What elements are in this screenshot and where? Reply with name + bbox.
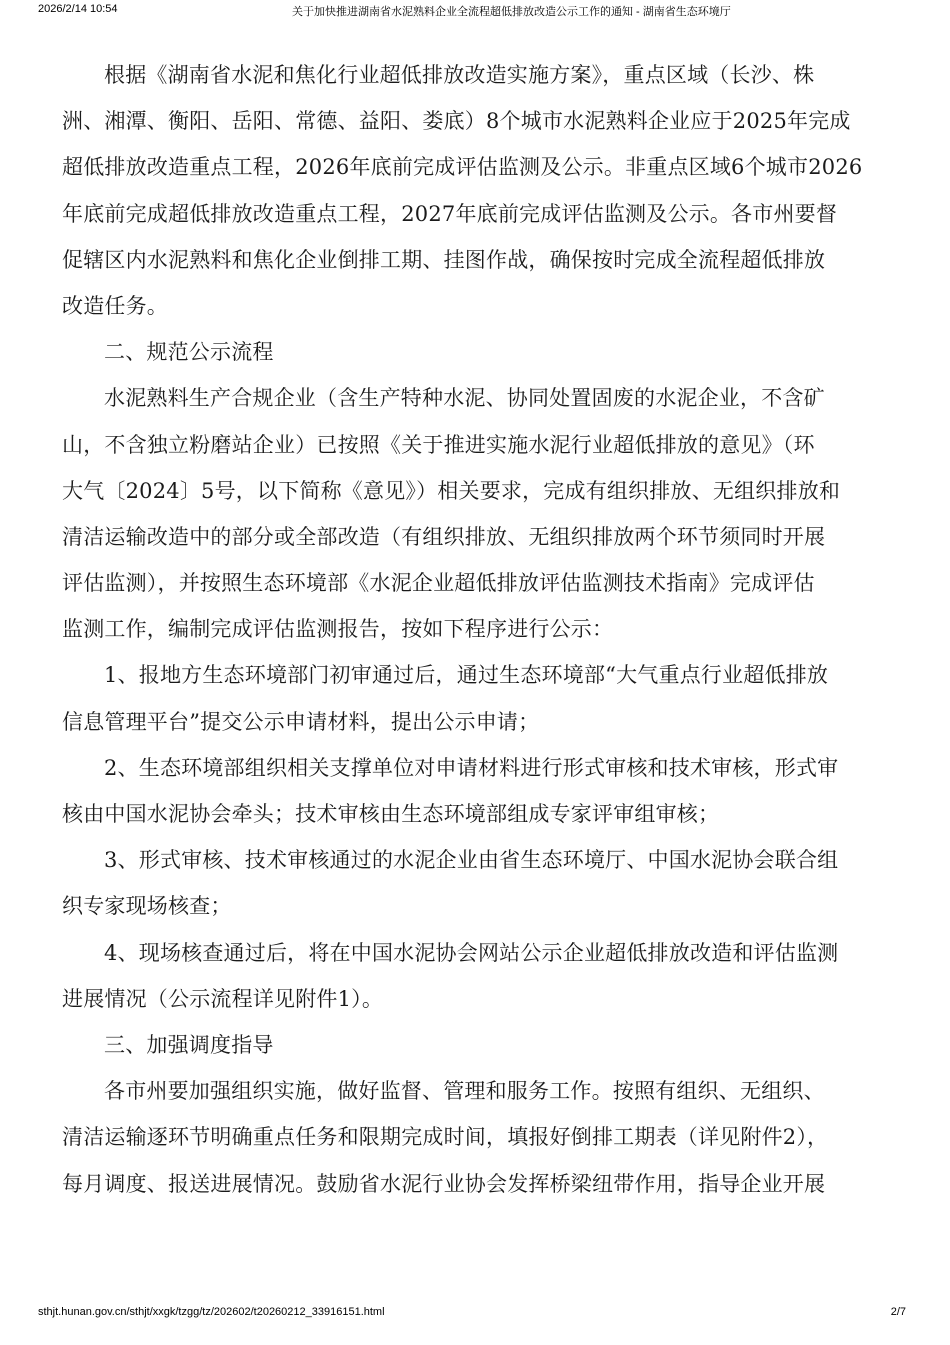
page-url: sthjt.hunan.gov.cn/sthjt/xxgk/tzgg/tz/202602/t20260212_33916151.html <box>38 1306 385 1318</box>
paragraph-line: 促辖区内水泥熟料和焦化企业倒排工期、挂图作战，确保按时完成全流程超低排放 <box>62 247 826 272</box>
paragraph-line: 清洁运输改造中的部分或全部改造（有组织排放、无组织排放两个环节须同时开展 <box>62 524 826 549</box>
list-item-line: 进展情况（公示流程详见附件1）。 <box>62 986 384 1011</box>
paragraph-line: 年底前完成超低排放改造重点工程，2027年底前完成评估监测及公示。各市州要督 <box>62 201 838 226</box>
paragraph-line: 改造任务。 <box>62 293 168 318</box>
list-item-line: 2、生态环境部组织相关支撑单位对申请材料进行形式审核和技术审核，形式审 <box>104 755 839 780</box>
print-page-title: 关于加快推进湖南省水泥熟料企业全流程超低排放改造公示工作的通知 - 湖南省生态环境厅 <box>292 6 731 18</box>
paragraph-line: 各市州要加强组织实施，做好监督、管理和服务工作。按照有组织、无组织、 <box>104 1079 825 1104</box>
print-footer <box>0 1306 950 1326</box>
paragraph-line: 每月调度、报送进展情况。鼓励省水泥行业协会发挥桥梁纽带作用，指导企业开展 <box>62 1171 826 1196</box>
page-indicator: 2/7 <box>890 1306 906 1318</box>
list-item-line: 4、现场核查通过后，将在中国水泥协会网站公示企业超低排放改造和评估监测 <box>104 940 839 965</box>
paragraph-line: 清洁运输逐环节明确重点任务和限期完成时间，填报好倒排工期表（详见附件2）， <box>62 1125 829 1150</box>
paragraph-line: 监测工作，编制完成评估监测报告，按如下程序进行公示： <box>62 617 614 642</box>
document-body <box>62 52 892 1207</box>
list-item-line: 织专家现场核查； <box>62 894 232 919</box>
print-datetime: 2026/2/14 10:54 <box>38 3 118 15</box>
list-item-line: 核由中国水泥协会牵头；技术审核由生态环境部组成专家评审组审核； <box>62 802 720 826</box>
list-item-line: 3、形式审核、技术审核通过的水泥企业由省生态环境厅、中国水泥协会联合组 <box>104 848 839 873</box>
print-header <box>0 0 950 30</box>
paragraph-line: 超低排放改造重点工程，2026年底前完成评估监测及公示。非重点区域6个城市2026 <box>62 155 863 180</box>
list-item-line: 1、报地方生态环境部门初审通过后，通过生态环境部“大气重点行业超低排放 <box>104 663 829 688</box>
list-item-line: 信息管理平台”提交公示申请材料，提出公示申请； <box>62 709 540 734</box>
paragraph-line: 水泥熟料生产合规企业（含生产特种水泥、协同处置固废的水泥企业，不含矿 <box>104 386 825 411</box>
paragraph-line: 大气〔2024〕5号，以下简称《意见》）相关要求，完成有组织排放、无组织排放和 <box>62 478 841 503</box>
paragraph-line: 根据《湖南省水泥和焦化行业超低排放改造实施方案》，重点区域（长沙、株 <box>104 63 815 87</box>
section-heading: 二、规范公示流程 <box>104 340 274 365</box>
paragraph-line: 洲、湘潭、衡阳、岳阳、常德、益阳、娄底）8个城市水泥熟料企业应于2025年完成 <box>62 109 851 134</box>
section-heading: 三、加强调度指导 <box>104 1032 274 1057</box>
paragraph-line: 评估监测），并按照生态环境部《水泥企业超低排放评估监测技术指南》完成评估 <box>62 571 815 596</box>
paragraph-line: 山，不含独立粉磨站企业）已按照《关于推进实施水泥行业超低排放的意见》（环 <box>62 432 815 457</box>
